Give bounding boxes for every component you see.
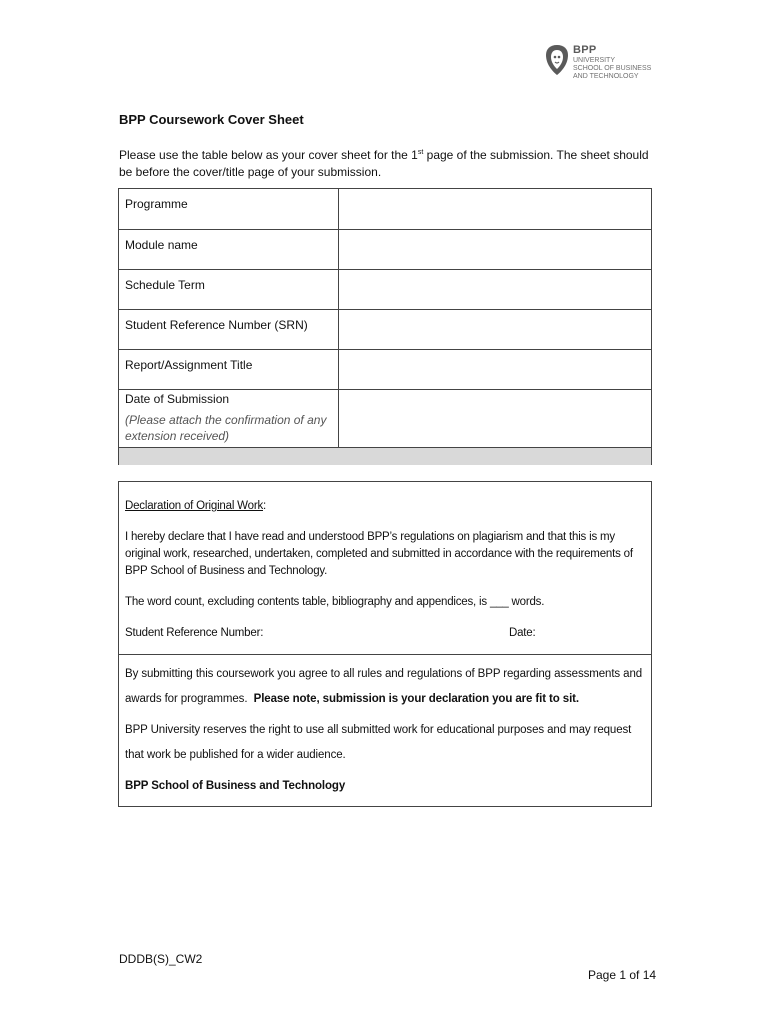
submission-terms-box bbox=[118, 654, 652, 807]
page-number: Page 1 of 14 bbox=[588, 968, 657, 982]
declaration-body: I hereby declare that I have read and understood BPP’s regulations on plagiarism and that this is my original work, researched, undertaken, completed and submitted in accordance with the requirements of BPP School of Business and Technology. bbox=[125, 531, 633, 577]
fit-to-sit-notice: Please note, submission is your declaration you are fit to sit. bbox=[253, 693, 580, 705]
intro-text bbox=[119, 144, 659, 181]
intro-before: Please use the table below as your cover sheet for the 1 bbox=[119, 148, 418, 162]
grey-separator-row bbox=[119, 447, 651, 465]
word-count-statement: The word count, excluding contents table, bibliography and appendices, is ___ words. bbox=[125, 596, 545, 608]
module-name-field[interactable] bbox=[339, 230, 651, 269]
declaration-heading-colon: : bbox=[263, 500, 266, 512]
table-row-schedule bbox=[119, 269, 651, 309]
programme-field[interactable] bbox=[339, 189, 651, 229]
document-code: DDDB(S)_CW2 bbox=[119, 952, 203, 966]
label-cell bbox=[119, 390, 339, 447]
logo-line-1: UNIVERSITY bbox=[573, 57, 616, 64]
table-row-programme bbox=[119, 189, 651, 229]
logo-brand: BPP bbox=[573, 44, 597, 56]
date-of-submission-field[interactable] bbox=[339, 390, 651, 447]
label-cell bbox=[119, 230, 339, 269]
declaration-heading: Declaration of Original Work bbox=[125, 500, 263, 512]
submission-terms-text: By submitting this coursework you agree to all rules and regulations of BPP regarding assessments and awards for programmes. bbox=[125, 668, 643, 705]
declaration-srn-label: Student Reference Number: bbox=[125, 627, 264, 639]
schedule-term-label: Schedule Term bbox=[125, 278, 205, 292]
assignment-title-label: Report/Assignment Title bbox=[125, 358, 253, 372]
srn-field[interactable] bbox=[339, 310, 651, 349]
intro-superscript: st bbox=[417, 149, 424, 156]
table-row-date bbox=[119, 389, 651, 447]
table-row-module bbox=[119, 229, 651, 269]
date-of-submission-label: Date of Submission bbox=[125, 392, 230, 406]
schedule-term-field[interactable] bbox=[339, 270, 651, 309]
label-cell bbox=[119, 350, 339, 389]
table-row-title bbox=[119, 349, 651, 389]
signature-line bbox=[125, 625, 645, 641]
page-title: BPP Coursework Cover Sheet bbox=[119, 112, 304, 127]
reserved-rights-text: BPP University reserves the right to use all submitted work for educational purposes and may request that work be published for a wider audience. bbox=[125, 724, 632, 761]
logo-line-3: AND TECHNOLOGY bbox=[573, 73, 639, 80]
declaration-box bbox=[118, 481, 652, 655]
intro-after: page of the submission. The sheet should be before the cover/title page of your submission. bbox=[119, 148, 649, 179]
lion-shield-icon bbox=[544, 44, 570, 76]
table-row-srn bbox=[119, 309, 651, 349]
srn-label: Student Reference Number (SRN) bbox=[125, 318, 308, 332]
declaration-date-label: Date: bbox=[509, 627, 536, 639]
assignment-title-field[interactable] bbox=[339, 350, 651, 389]
bpp-logo bbox=[544, 44, 674, 84]
label-cell bbox=[119, 310, 339, 349]
logo-line-2: SCHOOL OF BUSINESS bbox=[573, 65, 652, 72]
label-cell bbox=[119, 270, 339, 309]
programme-label: Programme bbox=[125, 197, 188, 211]
cover-sheet-table bbox=[118, 188, 652, 465]
extension-note: (Please attach the confirmation of any extension received) bbox=[125, 413, 327, 443]
school-name: BPP School of Business and Technology bbox=[125, 780, 346, 792]
label-cell bbox=[119, 189, 339, 229]
module-name-label: Module name bbox=[125, 238, 198, 252]
